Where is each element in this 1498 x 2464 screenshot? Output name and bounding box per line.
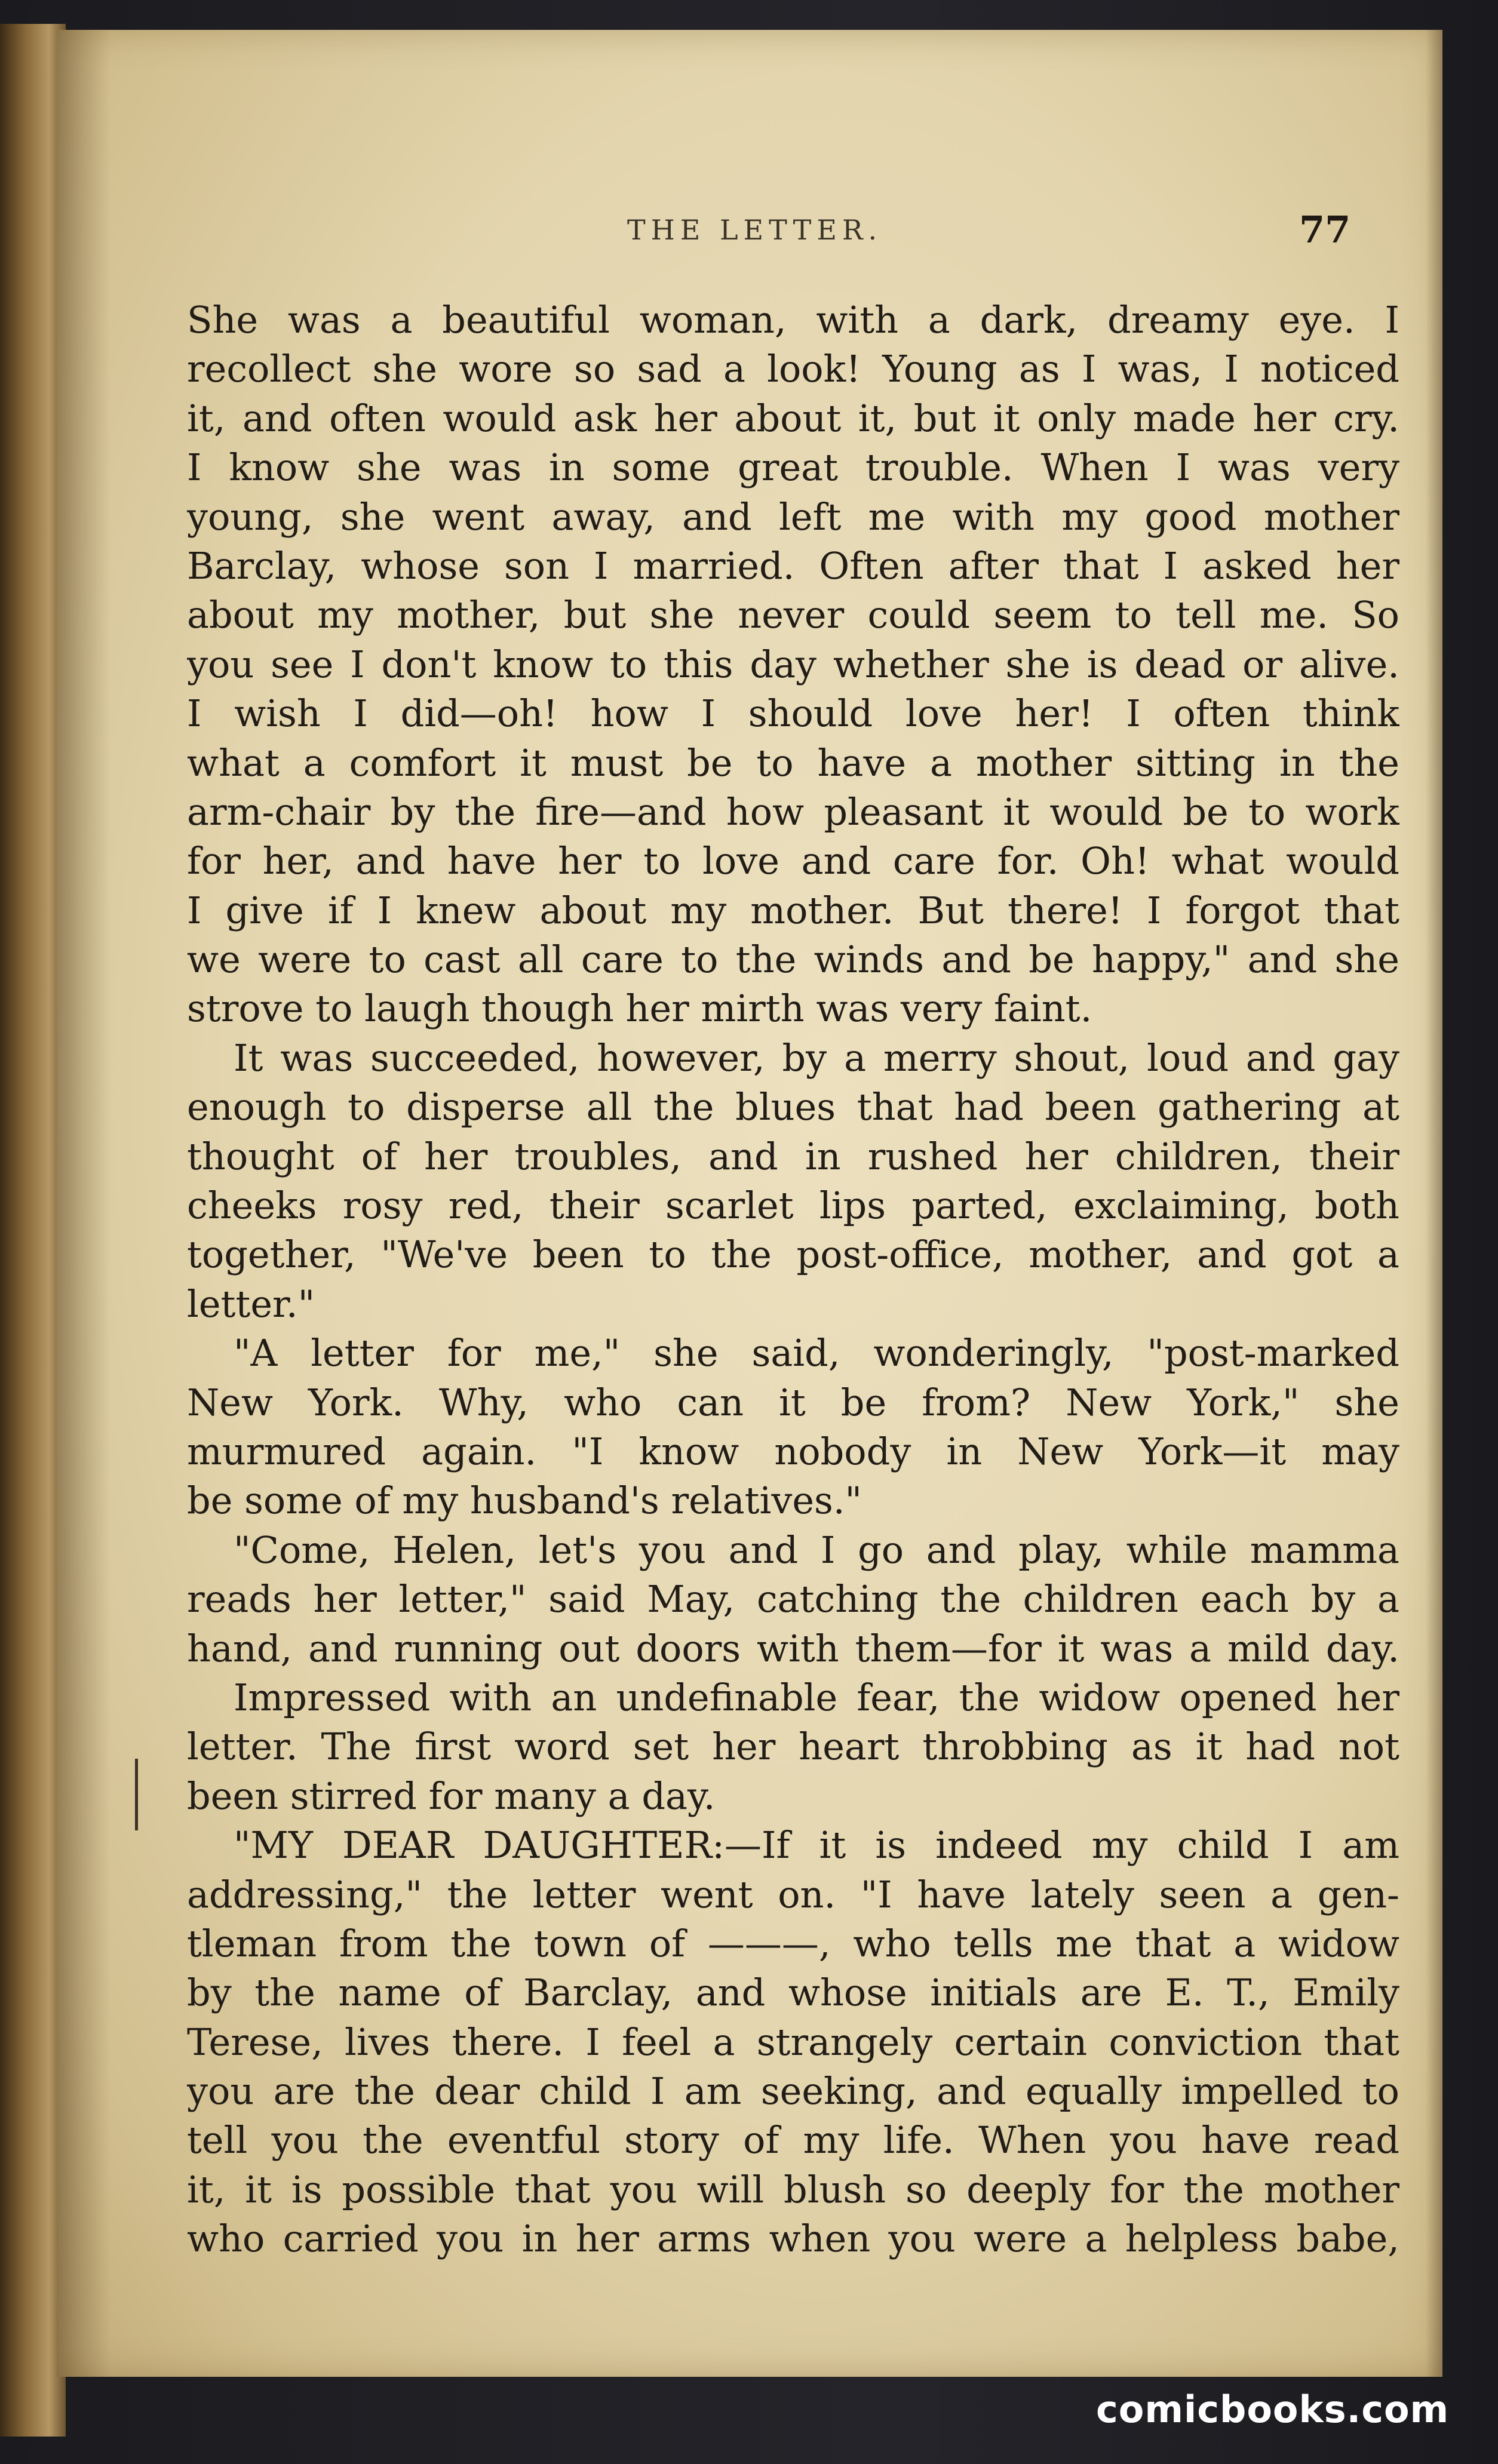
text-line: I know she was in some great trouble. When I was very: [187, 446, 1399, 490]
text-line: New York. Why, who can it be from? New York," she: [187, 1380, 1399, 1424]
text-line: Impressed with an undefinable fear, the widow opened her: [234, 1675, 1399, 1719]
running-head: [57, 200, 1442, 260]
text-line: Terese, lives there. I feel a strangely certain conviction that: [187, 2020, 1399, 2064]
text-line: by the name of Barclay, and whose initials are E. T., Emily: [187, 1971, 1399, 2015]
text-line: we were to cast all care to the winds and be happy," and she: [187, 938, 1399, 982]
text-line: letter. The first word set her heart throbbing as it had not: [187, 1725, 1399, 1769]
book-page: [57, 30, 1442, 2377]
text-line: murmured again. "I know nobody in New York—it may: [187, 1429, 1399, 1473]
text-line: it, and often would ask her about it, but it only made her cry.: [187, 396, 1399, 440]
text-line: "Come, Helen, let's you and I go and play, while mamma: [234, 1528, 1399, 1572]
watermark: comicbooks.com: [1096, 2388, 1450, 2431]
text-line: letter.": [187, 1282, 315, 1326]
text-line: you are the dear child I am seeking, and equally impelled to: [187, 2069, 1399, 2113]
text-line: been stirred for many a day.: [187, 1774, 716, 1818]
text-line: It was succeeded, however, by a merry shout, loud and gay: [234, 1036, 1399, 1080]
text-line: what a comfort it must be to have a mother sitting in the: [187, 741, 1399, 785]
text-line: hand, and running out doors with them—for it was a mild day.: [187, 1626, 1399, 1670]
page-number: 77: [1299, 208, 1351, 251]
page-edge-shadow: [1426, 30, 1442, 2377]
text-line: recollect she wore so sad a look! Young as I was, I noticed: [187, 347, 1399, 391]
text-line: addressing," the letter went on. "I have lately seen a gen-: [187, 1872, 1399, 1916]
text-line: strove to laugh though her mirth was very faint.: [187, 987, 1092, 1031]
text-line: who carried you in her arms when you were a helpless babe,: [187, 2217, 1399, 2261]
running-title: THE LETTER.: [627, 214, 883, 246]
text-line: it, it is possible that you will blush so deeply for the mother: [187, 2167, 1399, 2211]
text-line: thought of her troubles, and in rushed her children, their: [187, 1134, 1399, 1178]
text-line: Barclay, whose son I married. Often after that I asked her: [187, 543, 1399, 588]
text-line: cheeks rosy red, their scarlet lips parted, exclaiming, both: [187, 1184, 1399, 1228]
text-line: tell you the eventful story of my life. When you have read: [187, 2118, 1399, 2162]
text-line: young, she went away, and left me with my good mother: [187, 494, 1399, 539]
body-text: [187, 296, 1399, 2264]
previous-page-edge: [0, 24, 66, 2437]
text-line: I wish I did—oh! how I should love her! I often think: [187, 692, 1399, 736]
gutter-shadow: [57, 30, 110, 2377]
text-line: "MY DEAR DAUGHTER:—If it is indeed my child I am: [234, 1823, 1399, 1867]
text-line: tleman from the town of ———, who tells me that a widow: [187, 1921, 1399, 1965]
text-line: be some of my husband's relatives.": [187, 1479, 862, 1523]
margin-pencil-mark: [135, 1759, 138, 1830]
text-line: She was a beautiful woman, with a dark, dreamy eye. I: [187, 298, 1399, 342]
text-line: for her, and have her to love and care for. Oh! what would: [187, 839, 1399, 883]
text-line: I give if I knew about my mother. But there! I forgot that: [187, 888, 1399, 932]
text-line: you see I don't know to this day whether she is dead or alive.: [187, 642, 1399, 686]
text-line: reads her letter," said May, catching the children each by a: [187, 1577, 1399, 1621]
text-line: enough to disperse all the blues that had been gathering at: [187, 1085, 1399, 1129]
text-line: together, "We've been to the post-office, mother, and got a: [187, 1233, 1399, 1277]
text-line: arm-chair by the fire—and how pleasant it would be to work: [187, 789, 1399, 834]
text-line: "A letter for me," she said, wonderingly, "post-marked: [234, 1331, 1399, 1375]
text-line: about my mother, but she never could seem to tell me. So: [187, 593, 1399, 637]
